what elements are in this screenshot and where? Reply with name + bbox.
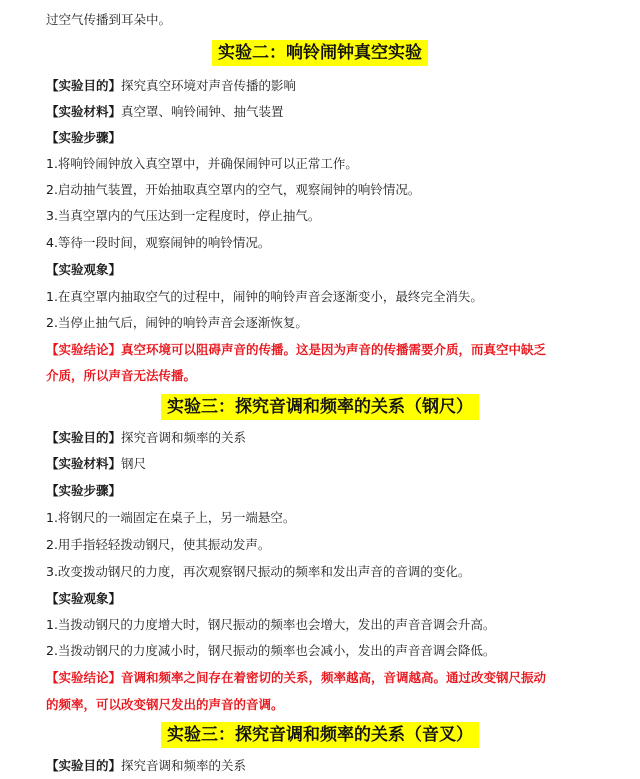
conclusion-label: 【实验结论】 — [46, 670, 122, 685]
conclusion-text-cont: 的频率，可以改变钢尺发出的声音的音调。 — [46, 697, 284, 712]
materials-line — [46, 456, 146, 472]
step-item: 1.将响铃闹钟放入真空罩中，并确保闹钟可以正常工作。 — [46, 156, 358, 171]
materials-label: 【实验材料】 — [46, 456, 122, 471]
materials-text: 真空罩、响铃闹钟、抽气装置 — [121, 104, 284, 119]
purpose-label: 【实验目的】 — [46, 78, 122, 93]
conclusion-text: 真空环境可以阻碍声音的传播。这是因为声音的传播需要介质，而真空中缺乏 — [121, 342, 547, 357]
section-title: 实验三：探究音调和频率的关系（钢尺） — [161, 394, 479, 420]
section-title: 实验三：探究音调和频率的关系（音叉） — [161, 722, 479, 748]
purpose-line — [46, 430, 246, 446]
purpose-line — [46, 78, 296, 94]
step-item: 4.等待一段时间，观察闹钟的响铃情况。 — [46, 235, 271, 250]
section-heading-wrap — [0, 722, 640, 748]
purpose-label: 【实验目的】 — [46, 430, 122, 445]
purpose-text: 探究音调和频率的关系 — [121, 430, 247, 445]
purpose-text: 探究音调和频率的关系 — [121, 758, 247, 773]
conclusion-line — [46, 342, 546, 358]
purpose-label: 【实验目的】 — [46, 758, 122, 773]
section-heading-wrap — [0, 40, 640, 66]
section-title: 实验二：响铃闹钟真空实验 — [212, 40, 428, 66]
steps-label: 【实验步骤】 — [46, 483, 122, 498]
observation-item: 1.在真空罩内抽取空气的过程中，闹钟的响铃声音会逐渐变小，最终完全消失。 — [46, 289, 483, 304]
section-heading-wrap — [0, 394, 640, 420]
purpose-line — [46, 758, 246, 774]
steps-label: 【实验步骤】 — [46, 130, 122, 145]
step-item: 2.用手指轻轻拨动钢尺，使其振动发声。 — [46, 537, 271, 552]
purpose-text: 探究真空环境对声音传播的影响 — [121, 78, 297, 93]
step-item: 3.当真空罩内的气压达到一定程度时，停止抽气。 — [46, 208, 321, 223]
materials-line — [46, 104, 284, 120]
conclusion-text: 音调和频率之间存在着密切的关系，频率越高，音调越高。通过改变钢尺振动 — [121, 670, 547, 685]
observation-item: 1.当拨动钢尺的力度增大时，钢尺振动的频率也会增大，发出的声音音调会升高。 — [46, 617, 496, 632]
observation-label: 【实验观象】 — [46, 591, 122, 606]
observation-item: 2.当停止抽气后，闹钟的响铃声音会逐渐恢复。 — [46, 315, 308, 330]
materials-label: 【实验材料】 — [46, 104, 122, 119]
conclusion-label: 【实验结论】 — [46, 342, 122, 357]
step-item: 1.将钢尺的一端固定在桌子上，另一端悬空。 — [46, 510, 296, 525]
materials-text: 钢尺 — [121, 456, 147, 471]
step-item: 2.启动抽气装置，开始抽取真空罩内的空气，观察闹钟的响铃情况。 — [46, 182, 421, 197]
conclusion-line — [46, 670, 546, 686]
step-item: 3.改变拨动钢尺的力度，再次观察钢尺振动的频率和发出声音的音调的变化。 — [46, 564, 471, 579]
observation-label: 【实验观象】 — [46, 262, 122, 277]
observation-item: 2.当拨动钢尺的力度减小时，钢尺振动的频率也会减小，发出的声音音调会降低。 — [46, 643, 496, 658]
conclusion-text-cont: 介质，所以声音无法传播。 — [46, 368, 197, 383]
intro-tail-text: 过空气传播到耳朵中。 — [46, 12, 172, 27]
